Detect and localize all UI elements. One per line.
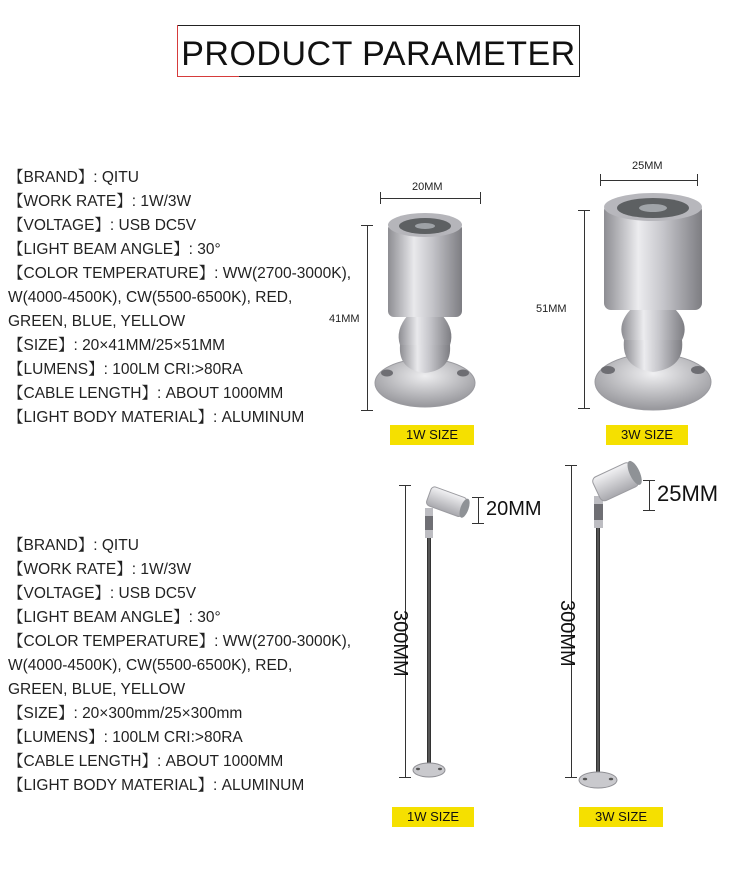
spec-brand: 【BRAND】: QITU <box>8 169 139 186</box>
spec-color-temp-3: GREEN, BLUE, YELLOW <box>8 681 186 698</box>
spec-beam-angle: 【LIGHT BEAM ANGLE】: 30° <box>8 609 221 626</box>
badge-1w-bottom: 1W SIZE <box>392 807 474 827</box>
spec-work-rate: 【WORK RATE】: 1W/3W <box>8 193 192 210</box>
spec-cable-length: 【CABLE LENGTH】: ABOUT 1000MM <box>8 385 284 402</box>
dim-line-height-small <box>367 225 368 410</box>
spec-lumens: 【LUMENS】: 100LM CRI:>80RA <box>8 361 243 378</box>
dim-tick <box>399 485 411 486</box>
dim-head-large: 25MM <box>657 481 719 506</box>
spec-voltage: 【VOLTAGE】: USB DC5V <box>8 217 197 234</box>
dim-line-width-small <box>380 198 480 199</box>
spotlight-large-image <box>588 190 718 415</box>
dim-tick <box>380 192 381 204</box>
spec-beam-angle: 【LIGHT BEAM ANGLE】: 30° <box>8 241 221 258</box>
dim-tick <box>565 465 577 466</box>
spec-work-rate: 【WORK RATE】: 1W/3W <box>8 561 192 578</box>
badge-3w-top: 3W SIZE <box>606 425 688 445</box>
title-accent-bottom <box>177 76 239 77</box>
dim-tick <box>600 174 601 186</box>
spec-color-temp: 【COLOR TEMPERATURE】: WW(2700-3000K), <box>8 633 352 650</box>
spec-lumens: 【LUMENS】: 100LM CRI:>80RA <box>8 729 243 746</box>
spec-material: 【LIGHT BODY MATERIAL】: ALUMINUM <box>8 777 305 794</box>
dim-line-height-large <box>584 210 585 408</box>
title-box <box>177 25 580 77</box>
dim-pole-height-small: 300MM <box>389 610 411 677</box>
dim-width-large: 25MM <box>632 160 663 172</box>
spec-color-temp: 【COLOR TEMPERATURE】: WW(2700-3000K), <box>8 265 352 282</box>
dim-tick <box>697 174 698 186</box>
spec-size: 【SIZE】: 20×41MM/25×51MM <box>8 337 226 354</box>
pole-spotlight-large-image <box>578 462 648 792</box>
spec-material: 【LIGHT BODY MATERIAL】: ALUMINUM <box>8 409 305 426</box>
pole-spotlight-small-image <box>412 478 477 783</box>
spec-brand: 【BRAND】: QITU <box>8 537 139 554</box>
dim-tick <box>565 777 577 778</box>
badge-3w-bottom: 3W SIZE <box>579 807 663 827</box>
dim-line-head-large <box>649 480 650 510</box>
dim-pole-height-large: 300MM <box>556 600 578 667</box>
dim-tick <box>399 777 411 778</box>
spec-color-temp-2: W(4000-4500K), CW(5500-6500K), RED, <box>8 289 293 306</box>
spec-size: 【SIZE】: 20×300mm/25×300mm <box>8 705 243 722</box>
dim-tick <box>480 192 481 204</box>
specs-bottom <box>8 534 351 798</box>
specs-top <box>8 166 351 430</box>
spec-color-temp-3: GREEN, BLUE, YELLOW <box>8 313 186 330</box>
page-title: PRODUCT PARAMETER <box>181 35 576 73</box>
dim-width-small: 20MM <box>412 181 443 193</box>
dim-line-width-large <box>600 180 697 181</box>
spec-cable-length: 【CABLE LENGTH】: ABOUT 1000MM <box>8 753 284 770</box>
badge-1w-top: 1W SIZE <box>390 425 474 445</box>
dim-height-small: 41MM <box>329 313 360 325</box>
dim-height-large: 51MM <box>536 303 567 315</box>
dim-line-head-small <box>478 497 479 523</box>
spec-voltage: 【VOLTAGE】: USB DC5V <box>8 585 197 602</box>
spec-color-temp-2: W(4000-4500K), CW(5500-6500K), RED, <box>8 657 293 674</box>
dim-head-small: 20MM <box>486 498 542 520</box>
spotlight-small-image <box>370 205 480 415</box>
